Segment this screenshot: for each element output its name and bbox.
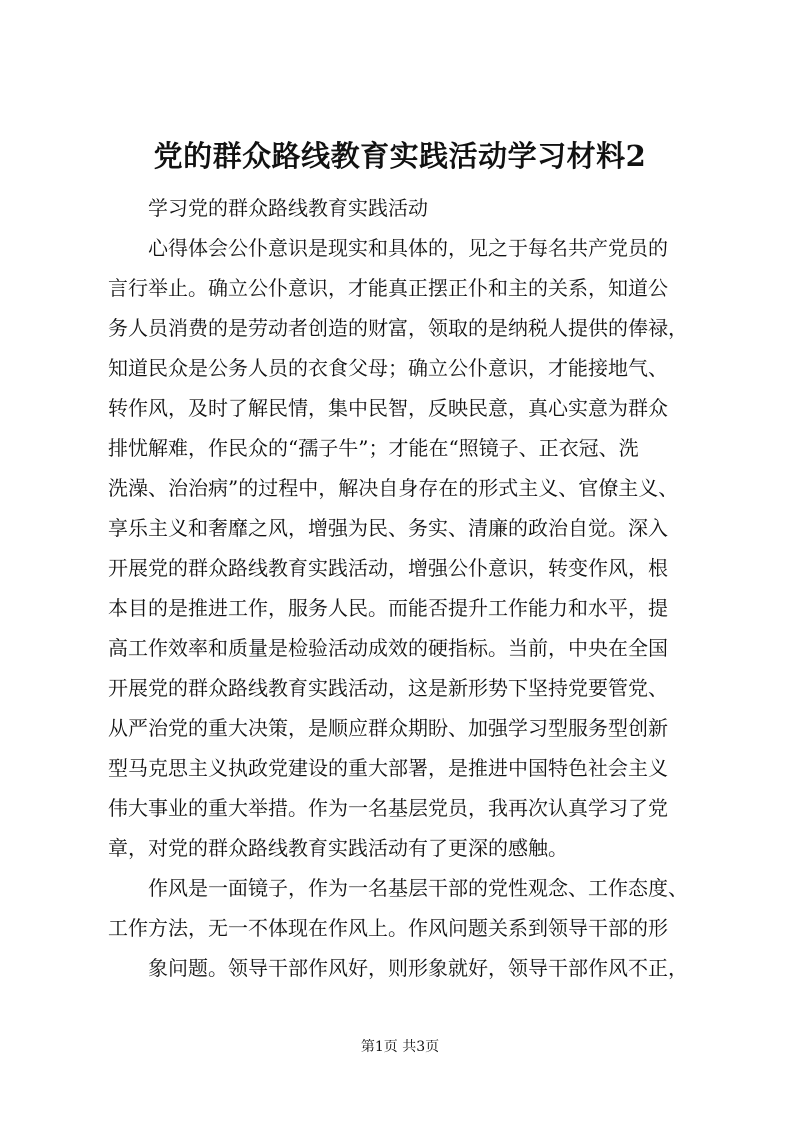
paragraph-line: 章，对党的群众路线教育实践活动有了更深的感触。 [108, 836, 568, 860]
paragraph-line: 工作方法，无一不体现在作风上。作风问题关系到领导干部的形 [108, 916, 668, 940]
paragraph-line: 开展党的群众路线教育实践活动，增强公仆意识，转变作风，根 [108, 556, 668, 580]
document-title: 党的群众路线教育实践活动学习材料2 [153, 139, 647, 173]
paragraph-line: 象问题。领导干部作风好，则形象就好，领导干部作风不正， [148, 956, 688, 980]
paragraph-line: 享乐主义和奢靡之风，增强为民、务实、清廉的政治自觉。深入 [108, 516, 668, 540]
paragraph-line: 务人员消费的是劳动者创造的财富，领取的是纳税人提供的俸禄， [108, 316, 688, 340]
paragraph-line: 开展党的群众路线教育实践活动，这是新形势下坚持党要管党、 [108, 676, 668, 700]
paragraph-line: 作风是一面镜子，作为一名基层干部的党性观念、工作态度、 [148, 876, 688, 900]
paragraph-line: 知道民众是公务人员的衣食父母；确立公仆意识，才能接地气、 [108, 356, 668, 380]
paragraph-line: 本目的是推进工作，服务人民。而能否提升工作能力和水平，提 [108, 596, 668, 620]
paragraph-line: 言行举止。确立公仆意识，才能真正摆正仆和主的关系，知道公 [108, 276, 668, 300]
paragraph-line: 转作风，及时了解民情，集中民智，反映民意，真心实意为群众 [108, 396, 668, 420]
paragraph-line: 高工作效率和质量是检验活动成效的硬指标。当前，中央在全国 [108, 636, 668, 660]
paragraph-line: 心得体会公仆意识是现实和具体的，见之于每名共产党员的 [148, 236, 668, 260]
page-number-footer: 第1页 共3页 [360, 1039, 440, 1055]
subtitle-line: 学习党的群众路线教育实践活动 [148, 196, 428, 220]
document-body [108, 188, 708, 988]
paragraph-line: 从严治党的重大决策，是顺应群众期盼、加强学习型服务型创新 [108, 716, 668, 740]
paragraph-line: 排忧解难，作民众的“孺子牛”；才能在“照镜子、正衣冠、洗 [108, 436, 639, 460]
paragraph-line: 型马克思主义执政党建设的重大部署，是推进中国特色社会主义 [108, 756, 668, 780]
paragraph-line: 伟大事业的重大举措。作为一名基层党员，我再次认真学习了党 [108, 796, 668, 820]
paragraph-line: 洗澡、治治病”的过程中，解决自身存在的形式主义、官僚主义、 [108, 476, 679, 500]
